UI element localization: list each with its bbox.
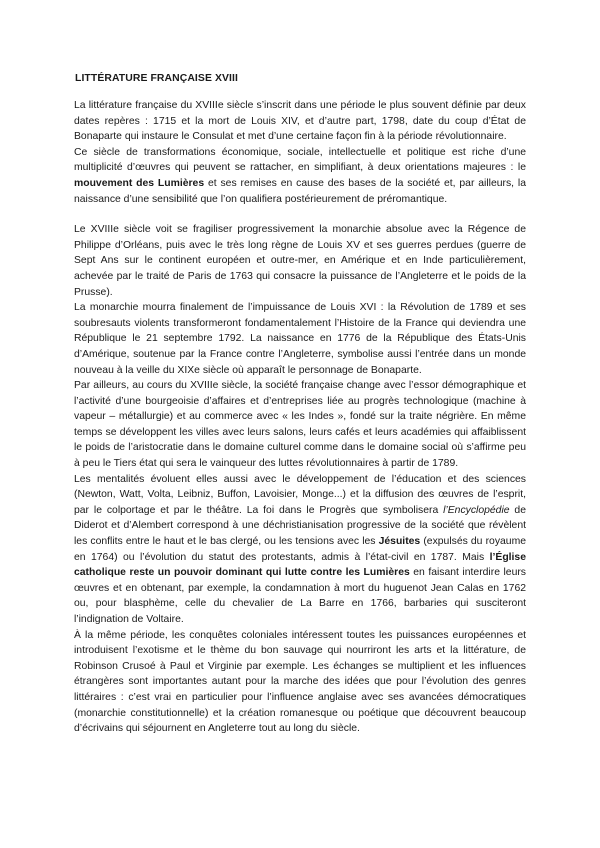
text-run: et ses remises en cause des bases de la société et, par ailleurs, la naissance d’une sensibilité que l’on qualifiera postérieurement de préromantique. xyxy=(74,177,526,205)
text-run: La littérature française du XVIIIe siècle s’inscrit dans une période le plus souvent définie par deux dates repères : 1715 et la mort de Louis XIV, et d’autre part, 1798, date du coup d’État de Bonaparte qui instaure le Consulat et met d’une certaine façon fin à la période révolutionnaire. xyxy=(74,100,526,143)
italic-text: l’Encyclopédie xyxy=(443,504,510,516)
text-run: À la même période, les conquêtes coloniales intéressent toutes les puissances européennes et introduisent l’exotisme et le thème du bon sauvage qui nourriront les arts et la littérature, de Robinson Crusoé à Paul et Virginie par exemple. Les échanges se multiplient et les influences étrangères sont importantes autant pour la marche des idées que pour l’évolution des genres littéraires : c’est vrai en particulier pour l’influence anglaise avec ses avancées démocratiques (monarchie constitutionnelle) et la création romanesque ou poétique que découvrent beaucoup d’écrivains qui séjournent en Angleterre tout au long du siècle. xyxy=(74,629,526,735)
bold-text: mouvement des Lumières xyxy=(74,177,205,189)
document-title: LITTÉRATURE FRANÇAISE XVIII xyxy=(75,73,238,84)
paragraph-p5 xyxy=(74,378,526,472)
text-run: Les mentalités évoluent elles aussi avec le développement de l’éducation et des sciences (Newton, Watt, Volta, Leibniz, Buffon, Lavoisier, Monge...) et la diffusion des œuvres de l’esprit, par le colportage et par le théâtre. La foi dans le Progrès que symbolisera xyxy=(74,473,526,516)
text-run: Ce siècle de transformations économique, sociale, intellectuelle et politique est riche d’une multiplicité d’œuvres qui peuvent se rattacher, en simplifiant, à deux orientations majeures : le xyxy=(74,146,526,174)
text-run: Le XVIIIe siècle voit se fragiliser progressivement la monarchie absolue avec la Régence de Philippe d’Orléans, puis avec le très long règne de Louis XV et ses guerres perdues (guerre de Sept Ans sur le continent européen et outre-mer, en Amérique et en Inde particulièrement, achevée par le traité de Paris de 1763 qui consacre la puissance de l’Angleterre et le poids de la Prusse). xyxy=(74,224,526,298)
text-run: en faisant interdire leurs œuvres et en obtenant, par exemple, la condamnation à mort du huguenot Jean Calas en 1762 ou, pour blasphème, celle du chevalier de La Barre en 1766, barbaries qui susciteront l’indignation de Voltaire. xyxy=(74,567,526,625)
text-run: (expulsés du royaume en 1764) ou l’évolution du statut des protestants, admis à l’état-civil en 1787. Mais xyxy=(74,536,527,563)
text-run: Par ailleurs, au cours du XVIIIe siècle, la société française change avec l’essor démographique et l’activité d’une bourgeoisie d’affaires et d’entreprises liée au progrès technologique (machine à vapeur – métallurgie) et au commerce avec « les Indes », fondé sur la traite négrière. En même temps se développent les villes avec leurs salons, leurs cafés et leurs académies qui affaiblissent le poids de l’aristocratie dans le domaine culturel comme dans le domaine social où s’affirme peu à peu le Tiers état qui sera le vainqueur des luttes révolutionnaires à partir de 1789. xyxy=(74,380,526,470)
paragraph-p6 xyxy=(74,472,526,628)
paragraph-p4 xyxy=(74,300,526,378)
text-run: de Diderot et d’Alembert correspond à une déchristianisation progressive de la société que révèlent les conflits entre le haut et le bas clergé, ou les tensions avec les xyxy=(74,504,526,548)
bold-text: Jésuites xyxy=(378,536,421,548)
bold-text: l’Église catholique reste un pouvoir dominant qui lutte contre les Lumières xyxy=(74,551,526,579)
document-body xyxy=(74,98,526,737)
paragraph-p1 xyxy=(74,98,526,145)
text-run: La monarchie mourra finalement de l’impuissance de Louis XVI : la Révolution de 1789 et ses soubresauts violents transformeront fondamentalement l’Histoire de la France qui deviendra une République le 21 septembre 1792. La naissance en 1776 de la République des États-Unis d’Amérique, soutenue par la France contre l’Angleterre, symbolise aussi l’entrée dans un monde nouveau à la veille du XIXe siècle où apparaît le personnage de Bonaparte. xyxy=(74,302,526,376)
paragraph-p7 xyxy=(74,628,526,737)
paragraph-p2 xyxy=(74,145,526,207)
paragraph-p3 xyxy=(74,222,526,300)
